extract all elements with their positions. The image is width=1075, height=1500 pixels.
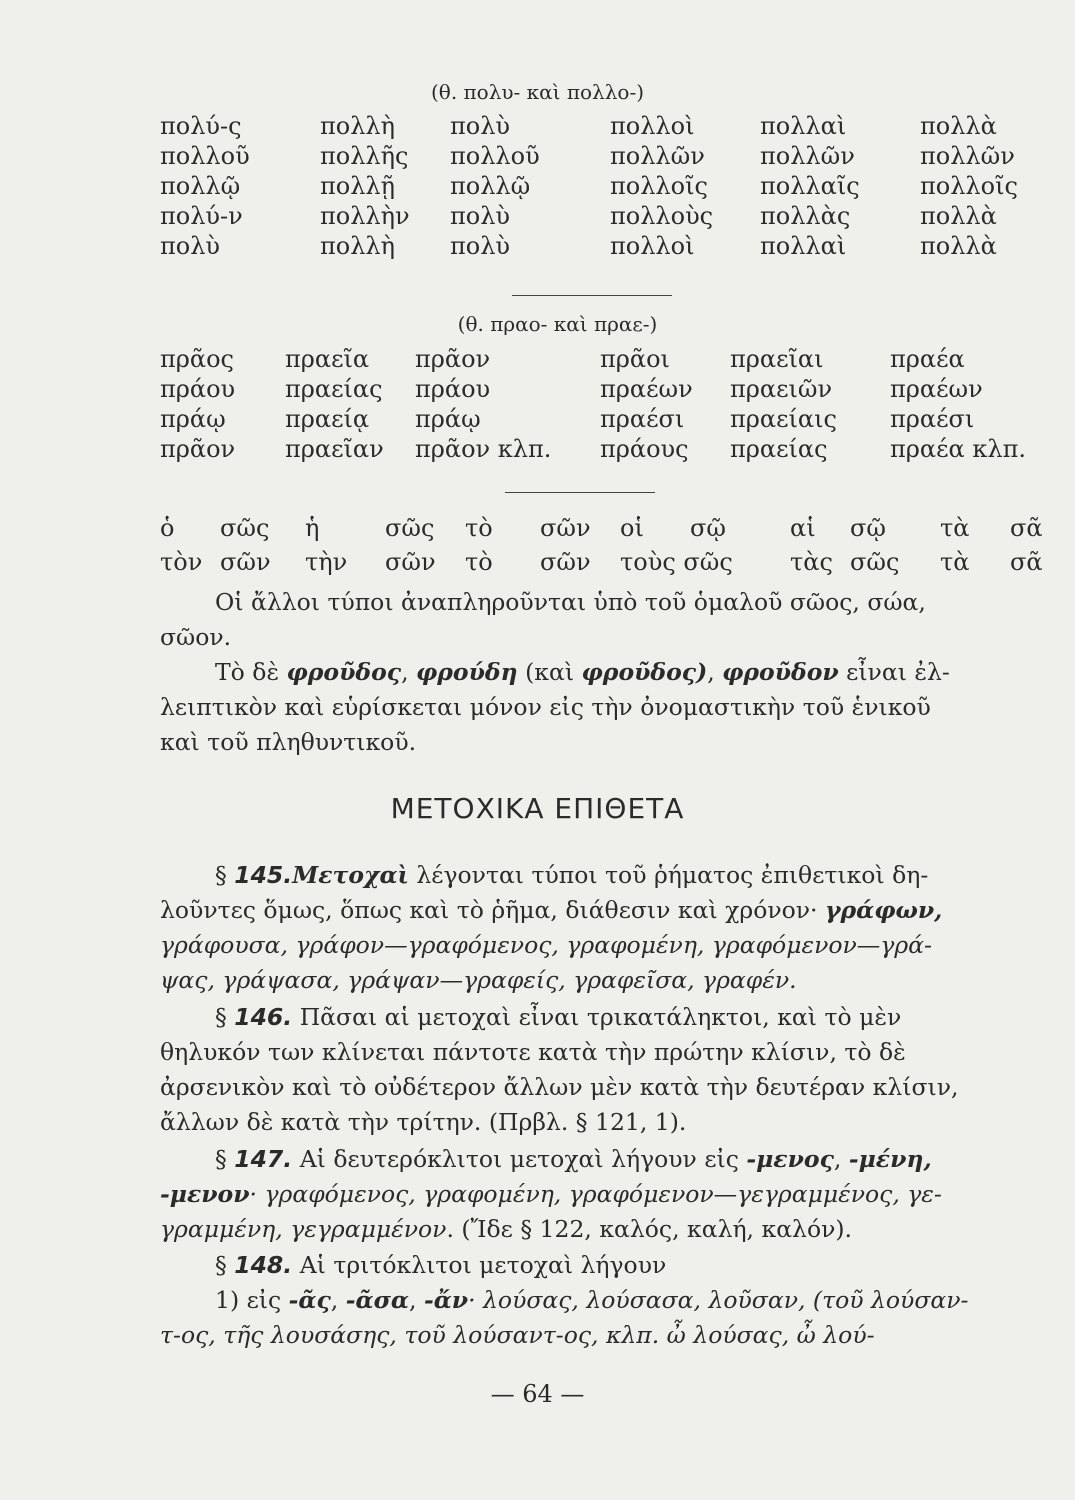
table-cell: πράου — [160, 375, 236, 403]
section-147: § 147. Αἱ δευτερόκλιτοι μετοχαὶ λήγουν εἰς -μενος, -μένη, -μενον· γραφόμενος, γραφομένη, γραφόμενον—γεγραμμένος, γε- γραμμένη, γεγραμμένον. (Ἴδε § 122, καλός, καλή, καλόν). — [160, 1145, 942, 1243]
table-cell: πράῳ — [160, 405, 226, 433]
table-cell: πραεῖα — [285, 345, 370, 373]
table-cell: πολλὰ — [920, 112, 997, 140]
table-cell: πολλοῦ — [450, 142, 540, 170]
table-cell: πολύ-ν — [160, 202, 243, 230]
table-row — [160, 548, 1045, 582]
table-cell: πολλοὶ — [610, 232, 695, 260]
table-cell: πολλὰ — [920, 232, 997, 260]
table-cell: πολλὰς — [760, 202, 851, 230]
table-cell: πρᾶον — [160, 435, 236, 463]
table-cell: πραείᾳ — [285, 405, 370, 433]
table-cell: πρᾶον — [415, 345, 491, 373]
table-cell: πολλῷ — [450, 172, 531, 200]
table-cell: οἱ — [620, 514, 644, 542]
table-cell: σῶς — [220, 514, 270, 542]
table-cell: πολλῶν — [920, 142, 1015, 170]
table-cell: σῶν — [385, 548, 436, 576]
table-cell: πραειῶν — [730, 375, 833, 403]
table-row — [160, 345, 1045, 375]
table-cell: πραείαις — [730, 405, 837, 433]
table-cell: πολλοῖς — [920, 172, 1018, 200]
table-cell: σῷ — [690, 514, 726, 542]
table-cell: πολλὴ — [320, 112, 396, 140]
table-cell: πολλαῖς — [760, 172, 860, 200]
table-cell: πράους — [600, 435, 689, 463]
page-number: — 64 — — [490, 1380, 585, 1408]
table-cell: πράου — [415, 375, 491, 403]
divider-rule — [505, 492, 655, 493]
table-cell: πραέα κλπ. — [890, 435, 1026, 463]
table-sos — [160, 514, 1045, 582]
table-cell: πολλῆς — [320, 142, 409, 170]
table-cell: πολλαὶ — [760, 112, 847, 140]
table-cell: τὰ — [940, 514, 970, 542]
table-cell: πολὺ — [160, 232, 221, 260]
table-cell: πραείας — [730, 435, 828, 463]
table-cell: σᾶ — [1010, 548, 1043, 576]
table-cell: πολύ-ς — [160, 112, 242, 140]
table-cell: τοὺς σῶς — [620, 548, 733, 576]
table-polu — [160, 112, 1045, 262]
table-cell: πολλῶν — [610, 142, 705, 170]
table-cell: πολλὰ — [920, 202, 997, 230]
table-cell: πολλοῦ — [160, 142, 250, 170]
divider-rule — [512, 295, 672, 296]
table-cell: πολλῷ — [160, 172, 241, 200]
section-146: § 146. Πᾶσαι αἱ μετοχαὶ εἶναι τρικατάληκτοι, καὶ τὸ μὲν θηλυκόν των κλίνεται πάντοτε κατὰ τὴν πρώτην κλίσιν, τὸ δὲ ἀρσενικὸν καὶ τὸ οὐδέτερον ἄλλων μὲν κατὰ τὴν δευτέραν κλίσιν, ἄλλων δὲ κατὰ τὴν τρίτην. (Πρβλ. § 121, 1). — [160, 1003, 959, 1136]
table-cell: τὴν — [305, 548, 348, 576]
table-cell: πραέων — [890, 375, 983, 403]
table-row — [160, 202, 1045, 232]
table-cell: τὸν — [160, 548, 203, 576]
table-cell: πρᾶοι — [600, 345, 670, 373]
table-cell: τὰς — [790, 548, 833, 576]
table-cell: πρᾶον κλπ. — [415, 435, 552, 463]
table-cell: πολλαὶ — [760, 232, 847, 260]
section-148: § 148. Αἱ τριτόκλιτοι μετοχαὶ λήγουν 1) εἰς -ᾶς, -ᾶσα, -ἄν· λούσας, λούσασα, λοῦσαν, (τοῦ λούσαν- τ-ος, τῆς λουσάσης, τοῦ λούσαντ-ος, κλπ. ὦ λούσας, ὦ λού- — [160, 1251, 969, 1349]
table-cell: σῶν — [540, 548, 591, 576]
table-cell: σῶν — [540, 514, 591, 542]
table-cell: πολλοῖς — [610, 172, 708, 200]
paragraph-other-forms: Οἱ ἄλλοι τύποι ἀναπληροῦνται ὑπὸ τοῦ ὁμαλοῦ σῶος, σώα, σῶον. — [160, 588, 926, 651]
table-row — [160, 514, 1045, 548]
header-prao: (θ. πραο- καὶ πραε-) — [457, 312, 658, 336]
table-cell: πραέων — [600, 375, 693, 403]
table-cell: τὰ — [940, 548, 970, 576]
table-row — [160, 435, 1045, 465]
section-title: ΜΕΤΟΧΙΚΑ ΕΠΙΘΕΤΑ — [390, 792, 685, 825]
table-cell: πολλῇ — [320, 172, 396, 200]
table-cell: πραέσι — [600, 405, 685, 433]
table-row — [160, 405, 1045, 435]
header-polu: (θ. πολυ- καὶ πολλο-) — [430, 80, 645, 104]
table-cell: πρᾶος — [160, 345, 234, 373]
table-cell: σῶς — [850, 548, 900, 576]
table-row — [160, 112, 1045, 142]
table-cell: πολὺ — [450, 202, 511, 230]
table-cell: ἡ — [305, 514, 320, 542]
table-cell: τὸ — [465, 548, 493, 576]
table-cell: πράῳ — [415, 405, 481, 433]
section-145: § 145.Μετοχαὶ λέγονται τύποι τοῦ ῥήματος ἐπιθετικοὶ δη- λοῦντες ὅμως, ὅπως καὶ τὸ ῥῆμα, διάθεσιν καὶ χρόνον· γράφων, γράφουσα, γράφον—γραφόμενος, γραφομένη, γραφόμενον—γρά- ψας, γράψασα, γράψαν—γραφείς, γραφεῖσα, γραφέν. — [160, 861, 943, 994]
table-cell: πολλοὶ — [610, 112, 695, 140]
table-cell: σῶς — [385, 514, 435, 542]
table-cell: πολὺ — [450, 232, 511, 260]
table-cell: πραεῖαν — [285, 435, 384, 463]
table-cell: πολλῶν — [760, 142, 855, 170]
table-cell: τὸ — [465, 514, 493, 542]
table-cell: πολλοὺς — [610, 202, 714, 230]
table-cell: πραέσι — [890, 405, 975, 433]
table-row — [160, 375, 1045, 405]
table-cell: σῶν — [220, 548, 271, 576]
table-cell: ὁ — [160, 514, 175, 542]
table-row — [160, 142, 1045, 172]
table-row — [160, 232, 1045, 262]
table-cell: πραεῖαι — [730, 345, 824, 373]
table-cell: πραείας — [285, 375, 383, 403]
table-cell: πολλὴν — [320, 202, 410, 230]
table-prao — [160, 345, 1045, 465]
table-cell: αἱ — [790, 514, 816, 542]
table-cell: πολλὴ — [320, 232, 396, 260]
table-row — [160, 172, 1045, 202]
paragraph-frouidos: Τὸ δὲ φροῦδος, φρούδη (καὶ φροῦδος), φροῦδον εἶναι ἐλ- λειπτικὸν καὶ εὑρίσκεται μόνον εἰς τὴν ὀνομαστικὴν τοῦ ἑνικοῦ καὶ τοῦ πληθυντικοῦ. — [160, 658, 950, 756]
table-cell: σᾶ — [1010, 514, 1043, 542]
table-cell: πολὺ — [450, 112, 511, 140]
table-cell: σῷ — [850, 514, 886, 542]
table-cell: πραέα — [890, 345, 965, 373]
